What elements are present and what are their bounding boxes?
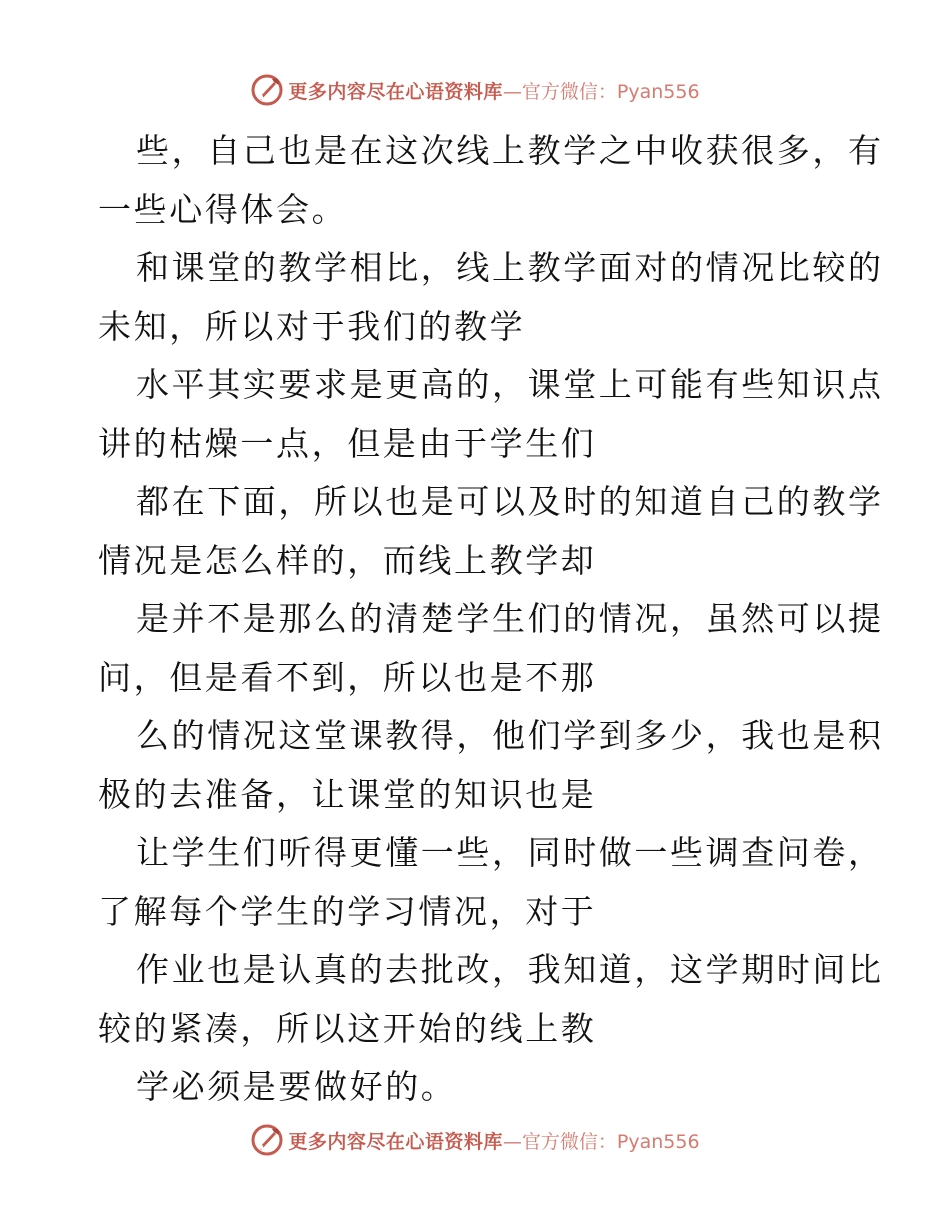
text-line: 些，自己也是在这次线上教学之中收获很多，有: [136, 131, 884, 170]
document-body: [98, 122, 884, 1117]
text-line: 未知，所以对于我们的教学: [98, 306, 526, 346]
header-contact-text: —官方微信：Pyan556: [502, 80, 700, 103]
quill-pen-circle-icon: [250, 1123, 284, 1157]
footer-brand-text: 更多内容尽在心语资料库: [288, 1130, 503, 1153]
footer-banner: [0, 1120, 950, 1160]
text-line: 较的紧凑，所以这开始的线上教: [98, 1008, 597, 1048]
text-line: 问，但是看不到，所以也是不那: [98, 657, 597, 697]
text-line: 情况是怎么样的，而线上教学却: [98, 540, 597, 580]
header-banner: [0, 70, 950, 110]
text-line: 一些心得体会。: [98, 189, 348, 229]
footer-contact-text: —官方微信：Pyan556: [502, 1130, 700, 1153]
text-line: 么的情况这堂课教得，他们学到多少，我也是积: [136, 716, 884, 755]
text-line: 让学生们听得更懂一些，同时做一些调查问卷，: [136, 833, 884, 872]
text-line: 讲的枯燥一点，但是由于学生们: [98, 423, 597, 463]
text-line: 水平其实要求是更高的，课堂上可能有些知识点: [136, 365, 884, 404]
header-brand-text: 更多内容尽在心语资料库: [288, 80, 503, 103]
text-line: 都在下面，所以也是可以及时的知道自己的教学: [136, 482, 884, 521]
text-line: 极的去准备，让课堂的知识也是: [98, 774, 597, 814]
text-line: 和课堂的教学相比，线上教学面对的情况比较的: [136, 248, 884, 287]
quill-pen-circle-icon: [250, 73, 284, 107]
text-line: 作业也是认真的去批改，我知道，这学期时间比: [136, 950, 884, 989]
text-line: 学必须是要做好的。: [136, 1067, 457, 1106]
text-line: 了解每个学生的学习情况，对于: [98, 891, 597, 931]
text-line: 是并不是那么的清楚学生们的情况，虽然可以提: [136, 599, 884, 638]
